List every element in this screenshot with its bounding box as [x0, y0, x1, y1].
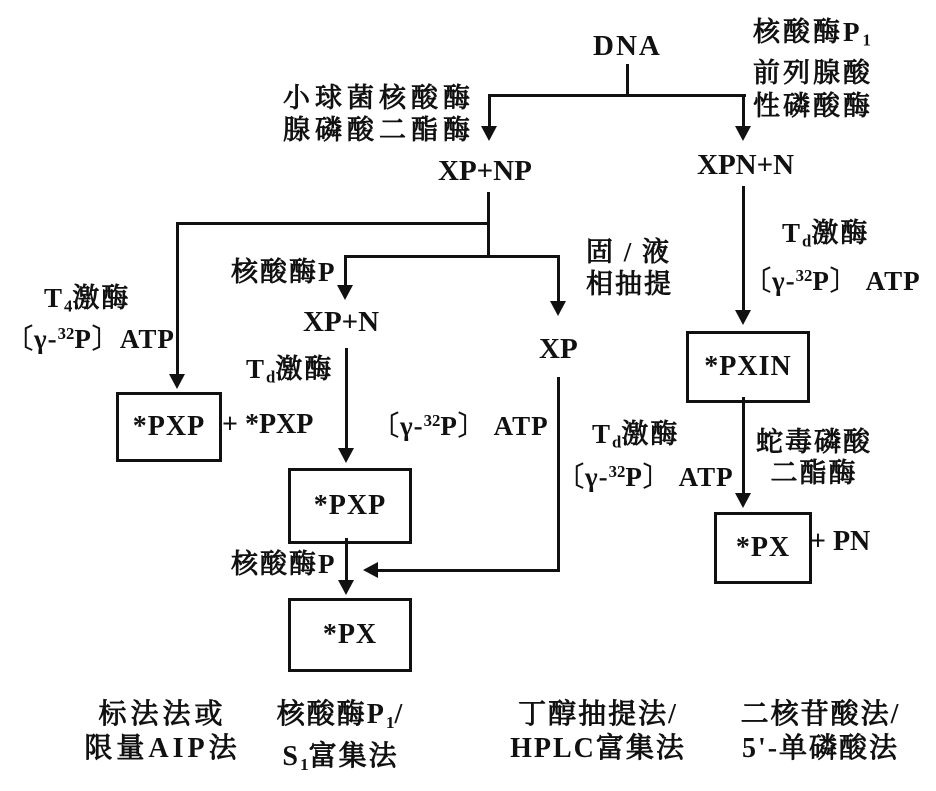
box-px-mid: *PX: [288, 598, 412, 672]
label-line: 固 / 液: [586, 237, 672, 267]
label-line: 5'-单磷酸法: [741, 733, 900, 764]
label-solid-liquid: [586, 236, 673, 300]
connector-second-split: [344, 255, 560, 258]
node-plus-pn: + PN: [810, 526, 871, 557]
label-line: 性磷酸酶: [753, 90, 873, 121]
label-atp-right: 〔γ-$^{32}$P〕 ATP: [744, 266, 921, 297]
arrow-t4-line: [176, 222, 179, 374]
label-line: 核酸酶$P_1$: [753, 17, 871, 50]
method-label-butanol-hplc: [498, 698, 698, 766]
label-atp-mid: 〔γ-$^{32}$P〕 ATP: [372, 411, 549, 442]
arrow-xpn-to-pxin-head: [735, 310, 751, 325]
label-line: $S_1$富集法: [282, 740, 399, 774]
label-line: 丁醇抽提法/: [518, 699, 678, 730]
label-line: 小球菌核酸酶: [283, 83, 475, 113]
label-line: 核酸酶$P_1/$: [276, 699, 405, 732]
label-t4-kinase: $T_4$激酶: [44, 283, 131, 316]
method-label-nuclease-p1-s1: [243, 698, 438, 782]
node-plus-pxp: + *PXP: [222, 409, 314, 440]
label-line: 前列腺酸: [753, 57, 873, 88]
arrow-pxin-to-px-line: [742, 397, 745, 495]
connector-mid-stem: [487, 222, 490, 258]
label-nuclease-p1-group: [753, 16, 873, 123]
node-xpn-n: XPN+N: [697, 149, 795, 181]
node-dna: DNA: [593, 30, 662, 62]
arrow-to-xp-head: [550, 301, 566, 316]
arrow-pxin-to-px-head: [735, 493, 751, 508]
label-line: 限量AIP法: [84, 733, 241, 764]
arrow-xpn2-to-pxp-head: [338, 448, 354, 463]
label-line: HPLC富集法: [510, 733, 686, 764]
label-snake-venom: [752, 427, 876, 489]
node-xp: XP: [539, 333, 578, 365]
arrow-pxp-to-px-head: [338, 580, 354, 595]
box-pxp-mid: *PXP: [288, 468, 412, 544]
arrow-to-xpnp-line: [488, 94, 491, 128]
connector-dna-stem: [626, 64, 629, 96]
arrow-to-xpn2-line: [344, 255, 347, 287]
label-line: 相抽提: [586, 269, 673, 299]
arrow-to-xp-line: [557, 255, 560, 303]
label-t4-atp: 〔γ-$^{32}$P〕ATP: [6, 324, 175, 355]
arrow-xpn2-to-pxp-line: [345, 348, 348, 450]
arrow-to-xpnp-head: [481, 126, 497, 141]
node-xp-n: XP+N: [303, 306, 380, 338]
arrow-t4-head: [169, 374, 185, 389]
label-micrococcal-nuclease: [283, 82, 475, 146]
label-td-kinase-xp: $T_d$激酶: [592, 419, 680, 452]
connector-left-branch: [176, 222, 490, 225]
box-px-right: *PX: [714, 512, 812, 584]
box-pxin: *PXIN: [686, 331, 810, 403]
connector-xpnp-stem: [487, 192, 490, 224]
label-line: 蛇毒磷酸: [756, 427, 872, 457]
arrow-to-xpn-head: [735, 126, 751, 141]
arrow-to-xpn2-head: [337, 285, 353, 300]
label-line: 标法法或: [98, 699, 227, 730]
label-td-kinase-mid: $T_d$激酶: [246, 354, 334, 387]
connector-xp-left: [378, 569, 560, 572]
method-label-limited-aip: [55, 698, 270, 766]
label-line: 二酯酶: [770, 458, 858, 488]
label-line: 二核苷酸法/: [740, 699, 901, 730]
label-nuclease-p-lower: 核酸酶P: [231, 549, 337, 579]
node-xp-np: XP+NP: [438, 155, 532, 187]
label-nuclease-p-upper: 核酸酶P: [231, 257, 337, 287]
label-atp-xp: 〔γ-$^{32}$P〕 ATP: [557, 462, 734, 493]
arrow-pxp-to-px-line: [345, 538, 348, 582]
arrow-xp-merge-head: [363, 562, 378, 578]
box-pxp-left: *PXP: [116, 392, 222, 462]
connector-top-split: [488, 94, 746, 97]
label-line: 腺磷酸二酯酶: [283, 115, 475, 145]
label-td-kinase-right: $T_d$激酶: [782, 218, 870, 251]
method-label-dinucleotide: [718, 698, 923, 766]
arrow-to-xpn-line: [742, 94, 745, 128]
